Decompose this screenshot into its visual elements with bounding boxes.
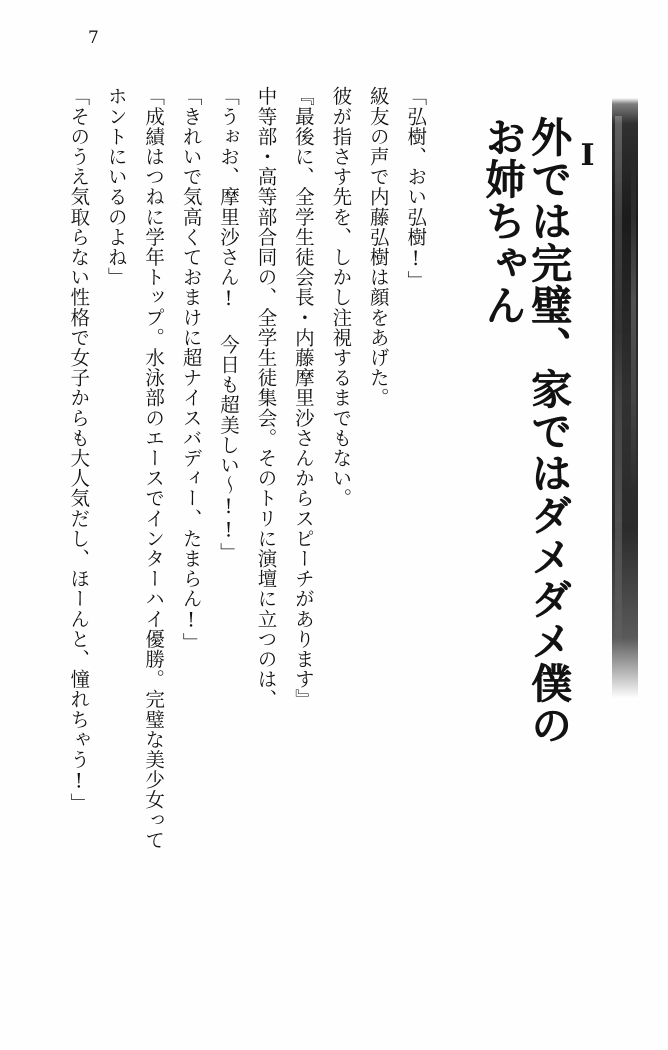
page-number: 7 [88, 28, 99, 48]
vertical-text-area [30, 86, 642, 996]
paragraph: 「うぉお、摩里沙さん! 今日も超美しい〜!!」 [217, 86, 240, 563]
brush-stroke-decoration [612, 98, 638, 698]
chapter-number: I [570, 138, 605, 175]
paragraph: ホントにいるのよね」 [104, 86, 128, 287]
paragraph: 『最後に、全学生徒会長・内藤摩里沙さんからスピーチがあります』 [291, 86, 315, 710]
paragraph: 「弘樹、おい弘樹!」 [404, 86, 428, 291]
paragraph: 彼が指さす先を、しかし注視するまでもない。 [329, 86, 353, 509]
paragraph: 「そのうえ気取らない性格で女子からも大人気だし、ほーんと、憧れちゃう!」 [67, 86, 91, 814]
body-text [60, 86, 434, 976]
paragraph: 「成績はつねに学年トップ。水泳部のエースでインターハイ優勝。完璧な美少女って [142, 86, 166, 850]
chapter-heading-block [478, 86, 642, 756]
paragraph: 級友の声で内藤弘樹は顔をあげた。 [366, 86, 390, 408]
paragraph: 中等部・高等部合同の、全学生徒集会。そのトリに演壇に立つのは、 [254, 86, 278, 710]
paragraph: 「きれいで気高くておまけに超ナイスバディー、たまらん!」 [179, 86, 203, 653]
chapter-title: 外では完璧、家ではダメダメ僕のお姉ちゃん [478, 116, 572, 746]
